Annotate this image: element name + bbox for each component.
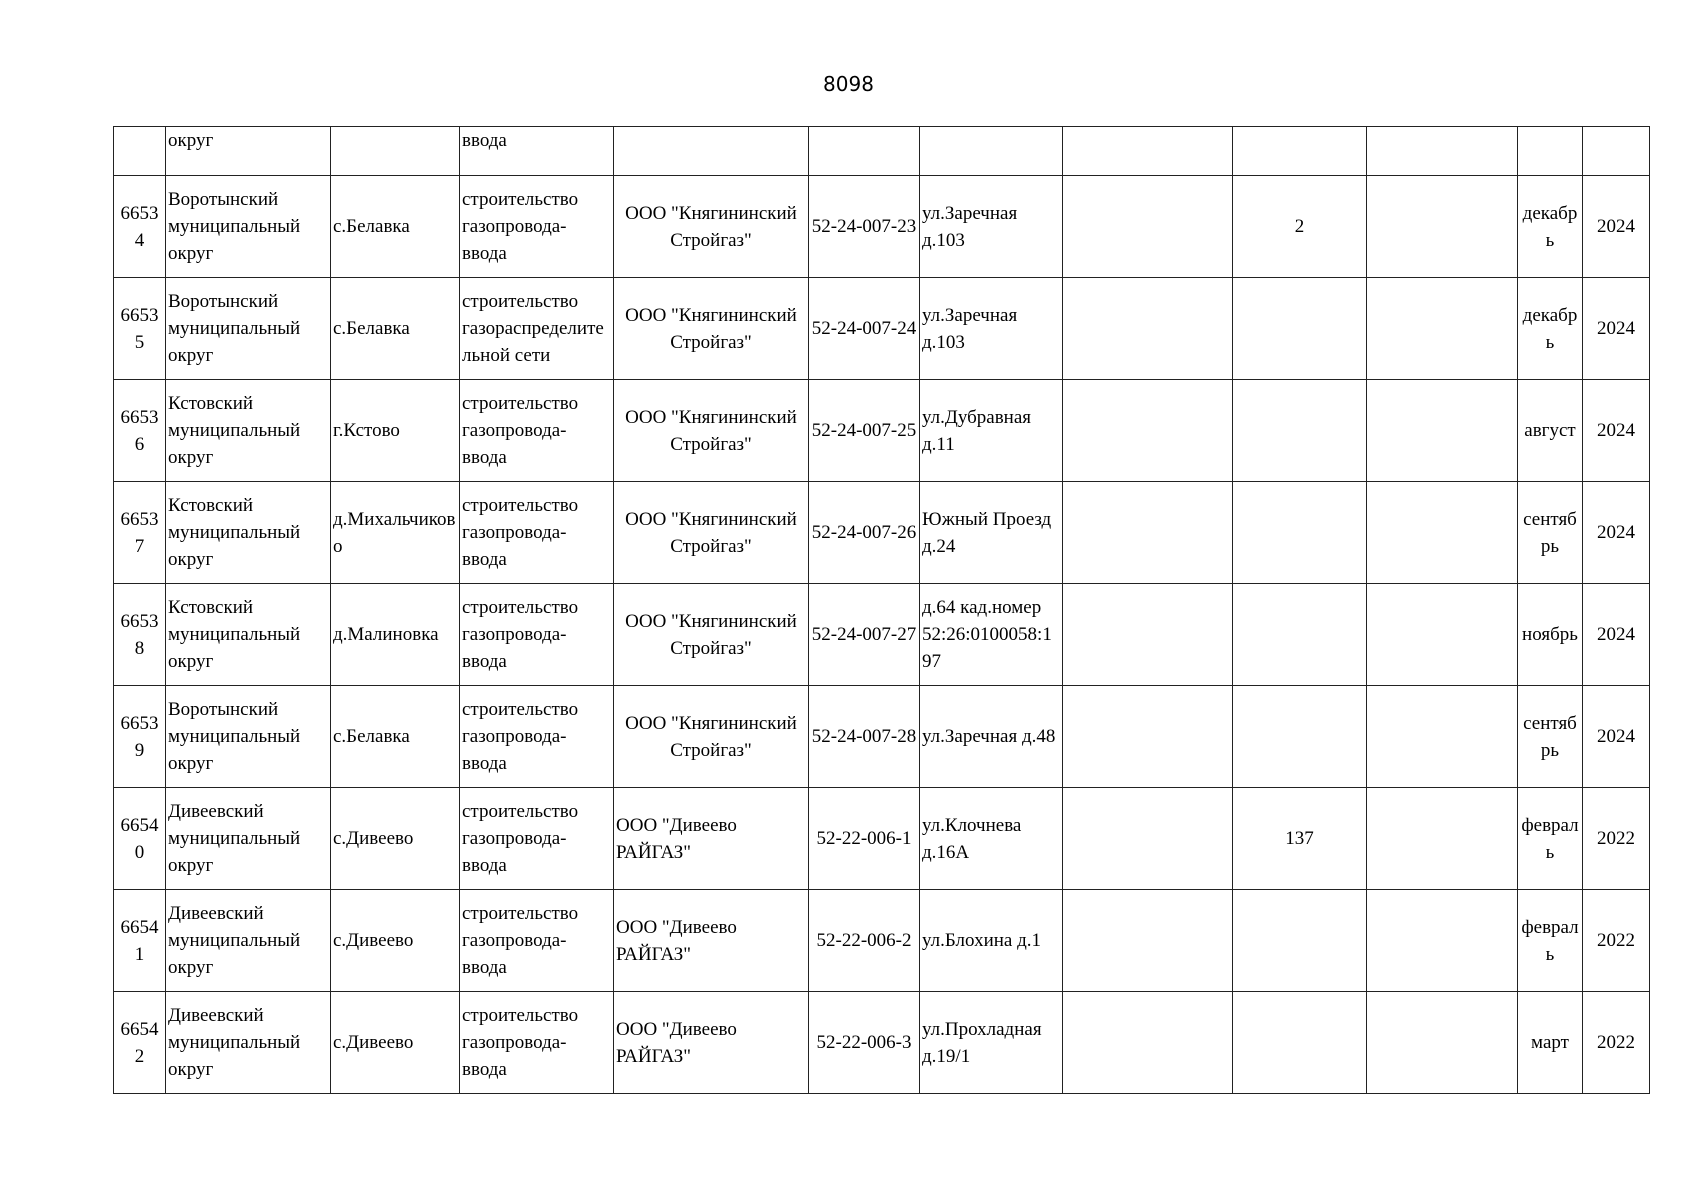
empty-cell: [1063, 127, 1233, 176]
row-number-cell: 66541: [114, 890, 166, 992]
row-number-cell: 66538: [114, 584, 166, 686]
year-cell: 2022: [1583, 788, 1650, 890]
month-cell: [1518, 127, 1583, 176]
quantity-cell: [1233, 890, 1367, 992]
year-cell: 2024: [1583, 686, 1650, 788]
contractor-cell: ООО "Княгининский Стройгаз": [614, 584, 809, 686]
register-table: [113, 126, 1650, 1094]
code-cell: 52-24-007-25: [809, 380, 920, 482]
address-cell: Южный Проезд д.24: [920, 482, 1063, 584]
district-cell: Кстовский муниципальный округ: [166, 482, 331, 584]
quantity-cell: [1233, 482, 1367, 584]
year-cell: 2024: [1583, 176, 1650, 278]
month-cell: сентябрь: [1518, 482, 1583, 584]
year-cell: 2022: [1583, 992, 1650, 1094]
empty-cell: [1367, 686, 1518, 788]
address-cell: ул.Дубравная д.11: [920, 380, 1063, 482]
work-type-cell: строительство газораспределительной сети: [460, 278, 614, 380]
empty-cell: [1063, 584, 1233, 686]
table-row: [114, 127, 1650, 176]
locality-cell: д.Малиновка: [331, 584, 460, 686]
locality-cell: с.Дивеево: [331, 890, 460, 992]
code-cell: 52-24-007-26: [809, 482, 920, 584]
table-row: [114, 176, 1650, 278]
month-cell: ноябрь: [1518, 584, 1583, 686]
year-cell: 2022: [1583, 890, 1650, 992]
work-type-cell: строительство газопровода-ввода: [460, 890, 614, 992]
empty-cell: [1367, 278, 1518, 380]
address-cell: д.64 кад.номер 52:26:0100058:197: [920, 584, 1063, 686]
empty-cell: [1063, 992, 1233, 1094]
locality-cell: с.Белавка: [331, 176, 460, 278]
year-cell: 2024: [1583, 482, 1650, 584]
district-cell: Дивеевский муниципальный округ: [166, 992, 331, 1094]
work-type-cell: строительство газопровода-ввода: [460, 788, 614, 890]
empty-cell: [1063, 176, 1233, 278]
contractor-cell: ООО "Княгининский Стройгаз": [614, 380, 809, 482]
district-cell: округ: [166, 127, 331, 176]
empty-cell: [1063, 890, 1233, 992]
contractor-cell: ООО "Княгининский Стройгаз": [614, 278, 809, 380]
address-cell: ул.Клочнева д.16А: [920, 788, 1063, 890]
code-cell: 52-24-007-23: [809, 176, 920, 278]
quantity-cell: [1233, 127, 1367, 176]
address-cell: ул.Заречная д.103: [920, 176, 1063, 278]
quantity-cell: [1233, 380, 1367, 482]
year-cell: [1583, 127, 1650, 176]
locality-cell: с.Дивеево: [331, 992, 460, 1094]
empty-cell: [1063, 482, 1233, 584]
contractor-cell: ООО "Княгининский Стройгаз": [614, 686, 809, 788]
contractor-cell: ООО "Дивеево РАЙГАЗ": [614, 992, 809, 1094]
work-type-cell: строительство газопровода-ввода: [460, 176, 614, 278]
district-cell: Воротынский муниципальный округ: [166, 686, 331, 788]
row-number-cell: 66540: [114, 788, 166, 890]
table-row: [114, 686, 1650, 788]
code-cell: 52-22-006-1: [809, 788, 920, 890]
work-type-cell: строительство газопровода-ввода: [460, 482, 614, 584]
table-row: [114, 992, 1650, 1094]
work-type-cell: строительство газопровода-ввода: [460, 992, 614, 1094]
table-row: [114, 380, 1650, 482]
month-cell: февраль: [1518, 788, 1583, 890]
contractor-cell: ООО "Дивеево РАЙГАЗ": [614, 890, 809, 992]
district-cell: Воротынский муниципальный округ: [166, 278, 331, 380]
address-cell: [920, 127, 1063, 176]
quantity-cell: [1233, 278, 1367, 380]
district-cell: Воротынский муниципальный округ: [166, 176, 331, 278]
address-cell: ул.Блохина д.1: [920, 890, 1063, 992]
work-type-cell: строительство газопровода-ввода: [460, 380, 614, 482]
contractor-cell: [614, 127, 809, 176]
locality-cell: с.Белавка: [331, 686, 460, 788]
code-cell: 52-24-007-28: [809, 686, 920, 788]
code-cell: [809, 127, 920, 176]
quantity-cell: [1233, 992, 1367, 1094]
locality-cell: с.Белавка: [331, 278, 460, 380]
year-cell: 2024: [1583, 584, 1650, 686]
row-number-cell: [114, 127, 166, 176]
table-row: [114, 584, 1650, 686]
district-cell: Дивеевский муниципальный округ: [166, 890, 331, 992]
year-cell: 2024: [1583, 380, 1650, 482]
empty-cell: [1063, 278, 1233, 380]
contractor-cell: ООО "Княгининский Стройгаз": [614, 176, 809, 278]
month-cell: февраль: [1518, 890, 1583, 992]
quantity-cell: [1233, 686, 1367, 788]
address-cell: ул.Заречная д.103: [920, 278, 1063, 380]
month-cell: декабрь: [1518, 176, 1583, 278]
year-cell: 2024: [1583, 278, 1650, 380]
district-cell: Кстовский муниципальный округ: [166, 380, 331, 482]
page-number: 8098: [823, 72, 874, 96]
empty-cell: [1367, 890, 1518, 992]
work-type-cell: строительство газопровода-ввода: [460, 686, 614, 788]
contractor-cell: ООО "Княгининский Стройгаз": [614, 482, 809, 584]
empty-cell: [1367, 788, 1518, 890]
district-cell: Кстовский муниципальный округ: [166, 584, 331, 686]
table-row: [114, 788, 1650, 890]
table-row: [114, 278, 1650, 380]
contractor-cell: ООО "Дивеево РАЙГАЗ": [614, 788, 809, 890]
locality-cell: [331, 127, 460, 176]
locality-cell: г.Кстово: [331, 380, 460, 482]
code-cell: 52-24-007-24: [809, 278, 920, 380]
address-cell: ул.Прохладная д.19/1: [920, 992, 1063, 1094]
month-cell: март: [1518, 992, 1583, 1094]
empty-cell: [1367, 380, 1518, 482]
empty-cell: [1367, 992, 1518, 1094]
row-number-cell: 66534: [114, 176, 166, 278]
month-cell: август: [1518, 380, 1583, 482]
row-number-cell: 66542: [114, 992, 166, 1094]
work-type-cell: строительство газопровода-ввода: [460, 584, 614, 686]
work-type-cell: ввода: [460, 127, 614, 176]
table-row: [114, 890, 1650, 992]
quantity-cell: 137: [1233, 788, 1367, 890]
quantity-cell: 2: [1233, 176, 1367, 278]
month-cell: декабрь: [1518, 278, 1583, 380]
month-cell: сентябрь: [1518, 686, 1583, 788]
empty-cell: [1063, 380, 1233, 482]
row-number-cell: 66539: [114, 686, 166, 788]
address-cell: ул.Заречная д.48: [920, 686, 1063, 788]
table-row: [114, 482, 1650, 584]
quantity-cell: [1233, 584, 1367, 686]
row-number-cell: 66535: [114, 278, 166, 380]
empty-cell: [1063, 788, 1233, 890]
locality-cell: с.Дивеево: [331, 788, 460, 890]
empty-cell: [1063, 686, 1233, 788]
table-body: [114, 127, 1650, 1094]
district-cell: Дивеевский муниципальный округ: [166, 788, 331, 890]
locality-cell: д.Михальчиково: [331, 482, 460, 584]
row-number-cell: 66536: [114, 380, 166, 482]
code-cell: 52-22-006-3: [809, 992, 920, 1094]
row-number-cell: 66537: [114, 482, 166, 584]
empty-cell: [1367, 176, 1518, 278]
code-cell: 52-24-007-27: [809, 584, 920, 686]
code-cell: 52-22-006-2: [809, 890, 920, 992]
empty-cell: [1367, 584, 1518, 686]
empty-cell: [1367, 482, 1518, 584]
empty-cell: [1367, 127, 1518, 176]
